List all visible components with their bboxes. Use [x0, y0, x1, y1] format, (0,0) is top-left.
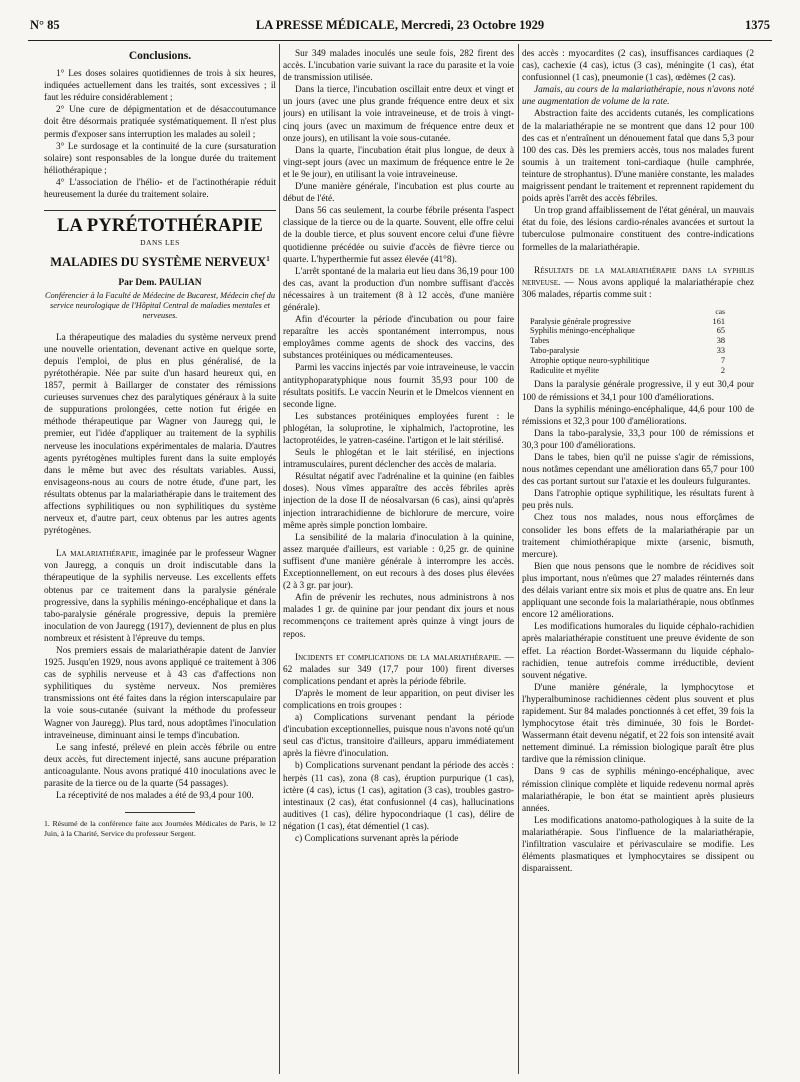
paragraph: Seuls le phlogétan et le lait stérilisé, en injections intramusculaires, purent déclencher des accès de malaria. — [283, 448, 514, 471]
paragraph: Dans la paralysie générale progressive, il y eut 30,4 pour 100 de rémissions et 34,1 pour 100 d'améliorations. — [522, 380, 754, 403]
conclusion-item: 3° Le surdosage et la continuité de la cure (sursaturation solaire) sont responsables de la longue durée du traitement héliothérapique ; — [44, 141, 276, 176]
table-row: Tabo-paralysie 33 — [530, 346, 725, 356]
table-header: cas — [715, 306, 725, 316]
section-lead: Incidents et complications de la malariathérapie. — [295, 652, 502, 663]
table-row: Atrophie optique neuro-syphilitique 7 — [530, 355, 725, 365]
author-affiliation: Conférencier à la Faculté de Médecine de Bucarest, Médecin chef du service neurologique de l'Hôpital Central de maladies mentales et nerveuses. — [45, 290, 275, 320]
paragraph: Dans la quarte, l'incubation était plus longue, de deux à vingt-sept jours (avec un maximum de fréquence entre le 2e et le 9e jour), en utilisant la voie intraveineuse. — [283, 145, 514, 180]
column-divider-2 — [518, 44, 519, 1074]
paragraph: Sur 349 malades inoculés une seule fois, 282 firent des accès. L'incubation varie suivant la race du parasite et la voie de transmission utilisée. — [283, 49, 514, 84]
table-row: Radiculite et myélite 2 — [530, 365, 725, 375]
paragraph: La thérapeutique des maladies du système nerveux prend une nouvelle orientation, devenant active en quelque sorte, depuis l'emploi, de plus en plus généralisé, de la pyrétothérapie. Née par suite d'un hasard heureux qui, en 1857, permit à Baillarger de constater des rémissions curieuses survenues chez des paralytiques généraux à la suite de suppurations prolongées, cette notion fut érigée en méthode thérapeutique par Wagner von Jauregg qui, le premier, eut l'idée d'appliquer au traitement de la syphilis nerveuse les inoculations expérimentales de malaria. D'autres agents pyrétogènes multiples furent dans la suite employés dans le même but avec des résultats variables. Aussi, envisageons-nous au cours de notre étude, d'une part, les résultats obtenus par la malariathérapie dans le traitement des affections syphilitiques ou non syphilitiques du système nerveux et, d'autre part, ceux obtenus par les autres agents pyrétogènes. — [44, 332, 276, 537]
running-header — [30, 18, 770, 40]
column-2 — [283, 48, 514, 1073]
column-3 — [522, 48, 754, 1073]
conclusions-heading: Conclusions. — [128, 50, 192, 62]
article-title-connector: DANS LES — [140, 238, 180, 248]
cases-table — [530, 307, 725, 376]
paragraph: Résultats de la malariathérapie dans la syphilis nerveuse. — Nous avons appliqué la malariathérapie chez 306 malades, répartis comme suit : — [522, 265, 754, 300]
paragraph: Incidents et complications de la malariathérapie. — 62 malades sur 349 (17,7 pour 100) firent diverses complications pendant et après la période fébrile. — [283, 652, 514, 687]
footnote-rule — [125, 812, 195, 813]
section-lead: Résultats de la malariathérapie dans la syphilis nerveuse. — [522, 265, 754, 288]
header-rule — [28, 40, 772, 41]
paragraph: Bien que nous pensons que le nombre de récidives soit plus important, nous n'eûmes que 27 malades réinternés dans des délais variant entre six mois et plus de quatre ans. En leur appliquant une seconde fois la malariathérapie, nous obtînmes encore 12 améliorations. — [522, 561, 754, 621]
paragraph: La malariathérapie, imaginée par le professeur Wagner von Jauregg, a conquis un droit indiscutable dans la thérapeutique de la syphilis nerveuse. Les excellents effets obtenus par ce traitement dans la paralysie générale progressive, dans la syphilis méningo-encéphalique et dans la tabo-paralysie générale progressive, depuis la première inoculation de von Jauregg (1917), deviennent de plus en plus nombreux et résistent à l'épreuve du temps. — [44, 549, 276, 644]
issue-number: N° 85 — [30, 18, 60, 32]
article-subtitle: MALADIES DU SYSTÈME NERVEUX$^1$ — [50, 255, 270, 270]
column-1 — [44, 48, 276, 1073]
paragraph: Dans l'atrophie optique syphilitique, les résultats furent à peu près nuls. — [522, 489, 754, 512]
footnote: 1. Résumé de la conférence faite aux Journées Médicales de Paris, le 12 Juin, à la Charité, Service du professeur Sergent. — [44, 819, 276, 838]
paragraph: Dans le tabes, bien qu'il ne puisse s'agir de rémissions, nous notâmes cependant une amélioration dans 65,7 pour 100 des cas portant surtout sur l'ataxie et les douleurs fulgurantes. — [522, 453, 754, 488]
paragraph: Parmi les vaccins injectés par voie intraveineuse, le vaccin antityphoparatyphique nous fournit 35,93 pour 100 de résultats positifs. Le vaccin Neurin et le Dmelcos viennent en seconde ligne. — [283, 363, 514, 410]
paragraph: Afin d'écourter la période d'incubation ou pour faire reparaître les accès spontanément interrompus, nous employâmes comme agents de shock des vaccins, des substances protéiniques ou médicamenteuses. — [283, 315, 514, 362]
paragraph: Le sang infesté, prélevé en plein accès fébrile ou entre deux accès, fut directement injecté, sans aucune préparation anticoagulante. Nous avons pratiqué 410 inoculations avec le parasite de la tierce ou de la quarte (54 passages). — [44, 742, 276, 790]
paragraph: La réceptivité de nos malades a été de 93,4 pour 100. — [56, 791, 254, 802]
paragraph: Les modifications anatomo-pathologiques à la suite de la malariathérapie. Sous l'influence de la malariathérapie, l'infiltration vasculaire et périvasculaire se modifie. Les éléments plasmatiques et lymphocytaires se dissipent ou disparaissent. — [522, 815, 754, 875]
paragraph: b) Complications survenant pendant la période des accès : herpès (11 cas), zona (8 cas), éruption purpurique (1 cas), ictère (4 cas), ictus (1 cas), agitation (3 cas), troubles gastro-intestinaux (2 cas), état confusionnel (4 cas), hallucinations auditives (1 cas), délire hypocondriaque (1 cas), délire de négation (1 cas), état démentiel (1 cas). — [283, 761, 514, 832]
paragraph: Chez tous nos malades, nous nous efforçâmes de consolider les bons effets de la malariathérapie par un traitement chimiothérapique mixte (arsenic, bismuth, mercure). — [522, 513, 754, 560]
paragraph: Un trop grand affaiblissement de l'état général, un mauvais état du foie, des lésions cardio-rénales avancées et surtout la tuberculose pulmonaire constituent des contre-indications formelles de la malariathérapie. — [522, 206, 754, 253]
paragraph: La sensibilité de la malaria d'inoculation à la quinine, assez marquée d'ailleurs, est variable : 0,25 gr. de quinine suffisent d'une manière générale à interrompre les accès. Exceptionnellement, on eut recours à des doses plus élevées (2 à 3 gr. par jour). — [283, 532, 514, 592]
paragraph: Abstraction faite des accidents cutanés, les complications de la malariathérapie ne se montrent que dans 12 pour 100 des cas et n'entraînent un dénouement fatal que dans 5,3 pour 100 des cas. Dès les premiers accès, tous nos malades furent soumis à un traitement toni-cardiaque (huile camphrée, teinture de strophantus). D'une manière constante, les malades maigrissent pendant le traitement et reprennent rapidement du poids après l'arrêt des accès fébriles. — [522, 109, 754, 205]
paragraph: c) Complications survenant après la période — [295, 834, 459, 844]
paragraph: des accès : myocardites (2 cas), insuffisances cardiaques (2 cas), cachexie (4 cas), ictus (3 cas), méningite (1 cas), état confusionnel (1 cas), pneumonie (1 cas), œdèmes (2 cas). — [522, 49, 754, 84]
paragraph: L'arrêt spontané de la malaria eut lieu dans 36,19 pour 100 des cas, avant la production d'un nombre suffisant d'accès nécessaires à un traitement (8 à 12 accès, d'une manière générale). — [283, 266, 514, 313]
journal-title: LA PRESSE MÉDICALE, Mercredi, 23 Octobre 1929 — [255, 18, 545, 32]
section-lead: La malariathérapie, — [56, 549, 139, 560]
column-divider-1 — [279, 44, 280, 1074]
article-title: LA PYRÉTOTHÉRAPIE — [56, 216, 264, 237]
conclusion-item: 4° L'association de l'hélio- et de l'actinothérapie réduit heureusement la durée du traitement solaire. — [44, 177, 276, 201]
conclusion-item: 1° Les doses solaires quotidiennes de trois à six heures, indiquées actuellement dans les traités, sont excessives ; il faut les réduire considérablement ; — [44, 69, 276, 104]
paragraph: Résultat négatif avec l'adrénaline et la quinine (en faibles doses). Nous vîmes apparaître des accès fébriles après injection de la dose II de néosalvarsan (6 cas), ainsi qu'après injection intrarachidienne de bichlorure de mercure, voire même après simple ponction lombaire. — [283, 472, 514, 531]
section-rule — [44, 210, 276, 211]
page-number: 1375 — [745, 18, 770, 32]
paragraph: Les substances protéiniques employées furent : le phlogétan, la soluprotine, le xiphalmich, l'actoprotine, les lactoprotéides, le yatren-caséine. l'artigon et le lait stérilisé. — [283, 411, 514, 446]
paragraph: Afin de prévenir les rechutes, nous administrons à nos malades 1 gr. de quinine par jour pendant dix jours et nous recommençons ce traitement après quinze à vingt jours de repos. — [283, 593, 514, 640]
paragraph: Dans la syphilis méningo-encéphalique, 44,6 pour 100 de rémissions et 32,3 pour 100 d'améliorations. — [522, 404, 754, 427]
conclusion-item: 2° Une cure de dépigmentation et de désaccoutumance doit être désormais pratiquée systématiquement. Il n'est plus permis d'exposer sans interruption les malades au soleil ; — [44, 105, 276, 140]
paragraph: D'une manière générale, la lymphocytose et l'hyperalbuminose rachidiennes cèdent plus souvent et plus rapidement. Sur 84 malades ponctionnés à cet effet, 39 fois la lymphocytose était très diminuée, 30 fois le Bordet-Wassermann était devenu négatif, et 22 fois son intensité avait nettement diminué. La rémission biologique paraît être plus tardive que la rémission clinique. — [522, 682, 754, 766]
paragraph: Nos premiers essais de malariathérapie datent de Janvier 1925. Jusqu'en 1929, nous avons appliqué ce traitement à 306 cas de syphilis nerveuse et à 43 cas d'affections non syphilitiques du système nerveux. Nos premières transmissions ont été faites dans la région interscapulaire par la voie sous-cutanée (suivant la méthode du professeur Wagner von Jauregg). Plus tard, nous adoptâmes l'inoculation intraveineuse, diminuant ainsi le temps d'incubation. — [44, 646, 276, 741]
paragraph: D'une manière générale, l'incubation est plus courte au début de l'été. — [283, 182, 514, 205]
paragraph: Dans la tabo-paralysie, 33,3 pour 100 de rémissions et 30,3 pour 100 d'améliorations. — [522, 428, 754, 451]
paragraph: Jamais, au cours de la malariathérapie, nous n'avons noté une augmentation de volume de la rate. — [522, 85, 754, 108]
paragraph: Dans 9 cas de syphilis méningo-encéphalique, avec rémission clinique complète et liquide redevenu normal après malariathérapie, le bon état se maintient après plusieurs années. — [522, 767, 754, 814]
paragraph: D'après le moment de leur apparition, on peut diviser les complications en trois groupes : — [283, 688, 514, 711]
table-row: Paralysie générale progressive 161 — [530, 316, 725, 326]
paragraph: Dans la tierce, l'incubation oscillait entre deux et vingt et un jours (avec une plus grande fréquence entre deux et six jours) en utilisant la voie intraveineuse, et de trois à vingt-cinq jours (avec un maximum de fréquence entre deux et onze jours), en utilisant la voie sous-cutanée. — [283, 85, 514, 144]
table-row: Tabes 38 — [530, 336, 725, 346]
table-row: Syphilis méningo-encéphalique 65 — [530, 326, 725, 336]
paragraph: Dans 56 cas seulement, la courbe fébrile présenta l'aspect classique de la tierce ou de la quarte. Souvent, elle offre celui de la double tierce, et plus souvent encore celui d'une fièvre quotidienne précédée ou suivie d'accès de fièvre tierce ou quarte. L'hyperthermie fut assez élevée (41°8). — [283, 206, 514, 265]
author-line: Par Dem. PAULIAN — [118, 277, 202, 288]
paragraph: a) Complications survenant pendant la période d'incubation exceptionnelles, puisque nous n'avons noté qu'un seul cas d'ictus, transitoire d'ailleurs, apparu immédiatement après la fièvre d'inoculation. — [283, 713, 514, 760]
footnote-mark: 1 — [266, 255, 270, 264]
paragraph: Les modifications humorales du liquide céphalo-rachidien après malariathérapie constituent une preuve évidente de son effet. La réaction Bordet-Wassermann du liquide céphalo-rachidien, tenue autrefois comme irréductible, devient souvent négative. — [522, 622, 754, 681]
